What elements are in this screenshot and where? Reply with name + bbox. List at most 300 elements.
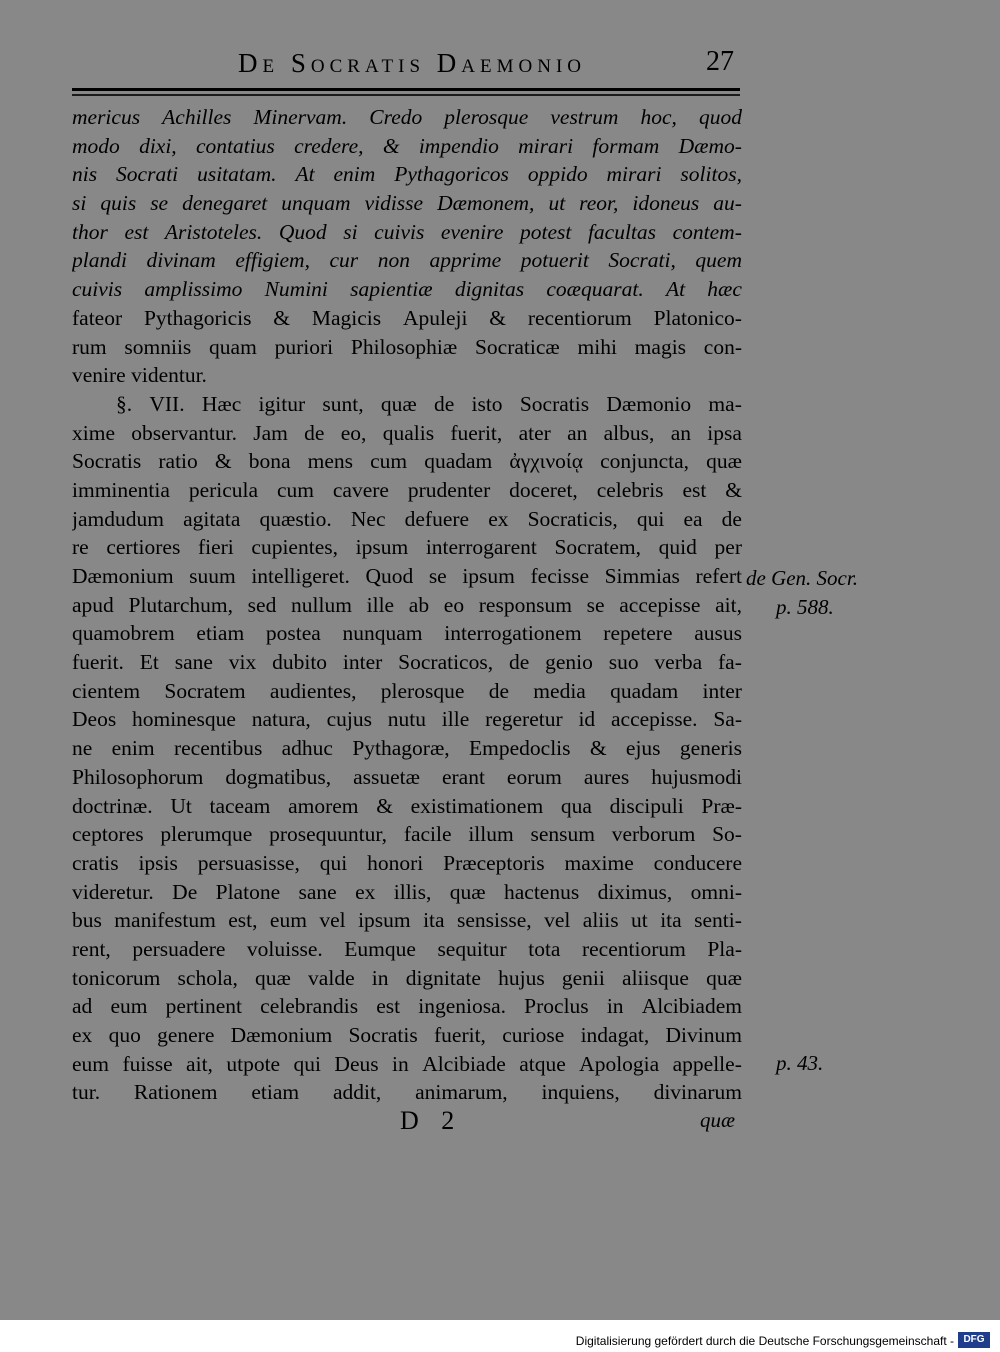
word: quæ [706,449,742,474]
word: verborum [611,822,696,847]
page-header [0,48,1000,88]
word: hactenus [503,879,580,904]
word: recentiorum [581,936,686,961]
word: hominesque [131,707,236,732]
header-rule [72,88,740,91]
word: vestrum [550,105,619,129]
word: coæquarat. [546,277,644,302]
word: regeretur [485,707,563,732]
word: bona [248,449,291,474]
word: facile [403,822,452,847]
text-line [72,103,742,132]
word: So- [712,822,742,847]
word: dignitas [454,277,525,302]
catchword: quæ [700,1108,736,1132]
word: interrogarent [425,535,537,560]
word: conducere [653,850,742,875]
word: impendio [418,133,499,158]
word: Apologia [579,1051,660,1076]
word: se [150,191,169,216]
word: Et [139,650,159,675]
word: idoneus [632,191,700,216]
word: §. [116,391,133,416]
word: cuivis [72,277,123,302]
word: potuerit [520,248,589,273]
word: magis [634,334,687,359]
word: hoc, [640,105,677,129]
word: denegaret [182,191,268,216]
word: postea [265,621,321,646]
word: divinarum [653,1080,742,1105]
word: & [589,736,607,761]
word: modo [72,133,120,158]
word: nullum [291,592,352,617]
text-line [72,275,742,304]
word: de [508,650,530,675]
word: mirari [606,162,662,187]
word: suo [608,650,639,675]
word: refert [695,564,742,588]
word: Dæmonium [72,564,174,588]
word: Sa- [713,707,742,732]
word: Platonico- [653,305,742,330]
word: si [343,219,358,244]
word: ab [408,592,430,617]
word: videretur. [72,879,154,904]
text-line [72,246,742,275]
word: xime [72,420,115,445]
word: At [295,162,315,187]
word: genii [561,965,605,990]
word: ex [488,506,509,531]
word: est, [228,908,258,933]
word: contatius [195,133,275,158]
word: dixi, [139,133,177,158]
word: est [124,219,149,244]
text-line [72,964,742,993]
word: fa- [718,650,742,675]
word: audientes, [269,678,357,703]
word: in [371,965,389,990]
word: ausus [694,621,742,646]
word: si [72,191,87,216]
text-line [72,533,742,562]
text-line [72,849,742,878]
word: Deos [72,707,117,732]
word: etiam [251,1080,300,1105]
word: eo, [340,420,367,445]
word: ater [518,420,551,445]
word: enim [111,736,155,761]
word: apud [72,592,114,617]
word: thor [72,219,108,244]
word: quis [100,191,137,216]
word: eum [72,1051,110,1076]
margin-note-page: p. 588. [776,595,834,619]
word: Alcibiade [422,1051,506,1076]
word: & [273,305,291,330]
word: senti- [694,908,742,933]
word: accepisse [619,592,701,617]
word: facultas [587,219,657,244]
text-line [72,189,742,218]
word: plerumque [160,822,253,847]
text-line [72,677,742,706]
word: assuetæ [353,764,420,789]
word: sed [247,592,277,617]
text-line [72,1078,742,1107]
text-line [72,505,742,534]
word: potest [519,219,572,244]
word: Socraticæ [474,334,560,359]
word: bus [72,908,102,933]
word: Quod [365,564,414,588]
word: cratis [72,850,119,875]
word: cur [329,248,359,273]
dfg-logo-icon[interactable]: DFG [958,1332,990,1348]
word: animarum, [415,1080,508,1105]
word: existimationem [410,793,544,818]
word: nutu [387,707,426,732]
word: somniis [124,334,192,359]
text-line [72,218,742,247]
word: hujusmodi [651,764,742,789]
word: accepisse. [610,707,698,732]
word: Pythagoricis [143,305,252,330]
word: hujus [498,965,545,990]
word: & [376,793,393,818]
body-text [72,103,742,1107]
word: Numini [264,277,328,302]
word: Socratis [519,391,590,416]
word: se [428,564,447,588]
word: voluisse. [246,936,323,961]
word: VII. [149,391,185,416]
word: quo [108,1023,141,1047]
word: quæ [255,965,291,990]
text-line [72,1021,742,1050]
word: per [714,535,742,560]
word: persuadere [132,936,226,961]
text-line [72,476,742,505]
word: Dæmonio [606,391,692,416]
word: atque [519,1051,566,1076]
word: ille [366,592,395,617]
word: quid [658,535,697,560]
funding-credit: Digitalisierung gefördert durch die Deutsche Forschungsgemeinschaft - [575,1334,954,1348]
word: mens [307,449,353,474]
word: curiose [502,1023,565,1047]
word: contem- [672,219,742,244]
word: Socratis [72,449,142,474]
word: & [489,305,507,330]
word: adhuc [281,736,333,761]
word: qua [560,793,592,818]
word: ipsum [462,564,515,588]
word: nis [72,162,98,187]
word: doceret, [509,477,578,502]
word: ex [72,1023,93,1047]
word: ejus [625,736,661,761]
word: isto [471,391,503,416]
word: Socrati [116,162,179,187]
word: mirari [518,133,574,158]
word: utpote [226,1051,281,1076]
word: At [665,277,686,302]
word: cientem [72,678,141,703]
word: quam [209,334,257,359]
word: unquam [281,191,351,216]
word: id [578,707,596,732]
word: inter [342,650,383,675]
word: manifestum [114,908,216,933]
word: de [488,678,509,703]
word: doctrinæ. [72,793,153,818]
word: sane [174,650,213,675]
word: dogmatibus, [225,764,332,789]
word: Socratis [348,1023,418,1047]
word: amorem [288,793,359,818]
word: indagat, [580,1023,650,1047]
word: generis [679,736,742,761]
word: imminentia [72,477,170,502]
word: sensisse, [457,908,532,933]
word: vidisse [364,191,424,216]
word: sequitur [437,936,507,961]
word: ma- [708,391,742,416]
word: Quod [278,219,327,244]
word: Apuleji [402,305,468,330]
word: honori [367,850,424,875]
word: recentibus [173,736,263,761]
word: repetere [603,621,673,646]
word: Socratem, [554,535,642,560]
text-line [72,992,742,1021]
margin-note-page: p. 43. [776,1051,824,1075]
word: eorum [506,764,562,789]
text-line [72,304,742,333]
word: rent, [72,936,111,961]
text-line [72,906,742,935]
text-line [72,591,742,620]
word: defuere [404,506,470,531]
word: ipsis [138,850,178,875]
word: ratio [158,449,198,474]
word: Minervam. [253,105,348,129]
page-number: 27 [706,46,734,77]
text-line [72,705,742,734]
word: plerosque [444,105,529,129]
word: non [377,248,410,273]
word: de [304,420,325,445]
word: Dæmonium [230,1023,333,1047]
word: De [172,879,198,904]
word: mihi [577,334,617,359]
word: Aristoteles. [164,219,263,244]
footer-bar [0,1320,1000,1352]
word: amplissimo [144,277,243,302]
word: dubito [272,650,328,675]
text-line [72,1050,742,1079]
word: certiores [106,535,181,560]
word: fieri [197,535,234,560]
header-rule-secondary [72,94,740,96]
word: Simmias [604,564,680,588]
word: Dæmonem, [437,191,535,216]
word: aures [583,764,630,789]
word: cuivis [374,219,425,244]
word: an [567,420,588,445]
word: & [214,449,232,474]
word: fuerit. [72,650,124,675]
text-line [72,419,742,448]
word: natura, [251,707,311,732]
word: an [670,420,691,445]
word: vix [228,650,257,675]
word: aliisque [622,965,689,990]
word: est [682,477,707,502]
word: ut [631,908,648,933]
word: vel [319,908,346,933]
word: fuisse [122,1051,173,1076]
word: quæ [449,879,486,904]
word: appelle- [672,1051,742,1076]
word: divinam [146,248,216,273]
word: valde [308,965,355,990]
word: prosequuntur, [269,822,388,847]
word: omni- [690,879,742,904]
word: Eumque [344,936,416,961]
text-line [72,648,742,677]
word: celebris [596,477,664,502]
word: genio [545,650,593,675]
word: illum [468,822,514,847]
word: in [606,994,624,1019]
word: fateor [72,305,123,330]
word: au- [713,191,742,216]
word: sane [298,879,337,904]
word: Jam [253,420,288,445]
word: Credo [369,105,423,129]
text-line [72,333,742,362]
word: celebrandis [260,994,359,1019]
word: reor, [579,191,619,216]
word: cum [370,449,408,474]
word: Platone [215,879,281,904]
margin-note-reference: de Gen. Socr. [746,566,858,590]
section-heading-line [72,390,742,419]
word: eum [110,994,148,1019]
word: evenire [440,219,504,244]
word: agitata [183,506,241,531]
signature-mark: D 2 [400,1106,463,1135]
word: sapientiæ [350,277,433,302]
word: plandi [72,248,127,273]
word: cujus [326,707,372,732]
word: ut [548,191,566,216]
word: hæc [707,277,742,302]
word: eo [443,592,465,617]
word: genere [157,1023,215,1047]
word: Rationem [133,1080,218,1105]
word: quæ [380,391,417,416]
word: ex [355,879,376,904]
word: Socraticos, [398,650,494,675]
word: ait, [186,1051,213,1076]
word: media [533,678,586,703]
word: inter [702,678,742,703]
word: Præceptoris [443,850,545,875]
text-line [72,734,742,763]
word: dignitate [405,965,481,990]
word: tota [528,936,561,961]
word: Plutarchum, [128,592,233,617]
word: quadam [424,449,493,474]
word: quod [698,105,742,129]
text-line: venire videntur. [72,363,207,388]
word: recentiorum [527,305,632,330]
word: ita [423,908,445,933]
word: con- [703,334,742,359]
word: Achilles [162,105,232,129]
word: etiam [196,621,245,646]
word: Proclus [524,994,589,1019]
word: Deus [334,1051,379,1076]
word: Philosophiæ [350,334,458,359]
word: Pythagoricos [394,162,509,187]
text-line [72,132,742,161]
text-line [72,160,742,189]
word: ille [441,707,470,732]
word: Magicis [311,305,382,330]
word: verba [654,650,703,675]
word: usitatam. [197,162,277,187]
word: quem [695,248,742,273]
word: albus, [603,420,655,445]
word: Socrati, [608,248,676,273]
word: quæ [706,965,742,990]
word: quamobrem [72,621,175,646]
word: inquiens, [541,1080,620,1105]
word: Empedoclis [469,736,571,761]
word: Alcibiadem [641,994,742,1019]
word: ita [660,908,682,933]
word: qui [293,1051,321,1076]
word: Socratem [164,678,246,703]
word: ipsum [355,535,409,560]
word: tur. [72,1080,101,1105]
word: igitur [258,391,306,416]
word: pertinent [165,994,243,1019]
word: ἀγχινοίᾳ [509,449,583,474]
word: de [721,506,742,531]
word: ne [72,736,93,761]
word: conjuncta, [600,449,690,474]
word: puriori [274,334,334,359]
word: illis, [393,879,432,904]
word: Dæmo- [678,133,742,158]
word: taceam [209,793,271,818]
word: solitos, [680,162,742,187]
word: diximus, [597,879,673,904]
word: Pythagoræ, [352,736,450,761]
word: & [725,477,742,502]
word: discipuli [609,793,684,818]
word: ad [72,994,93,1019]
text-line [72,447,742,476]
word: maxime [564,850,634,875]
word: apprime [429,248,502,273]
